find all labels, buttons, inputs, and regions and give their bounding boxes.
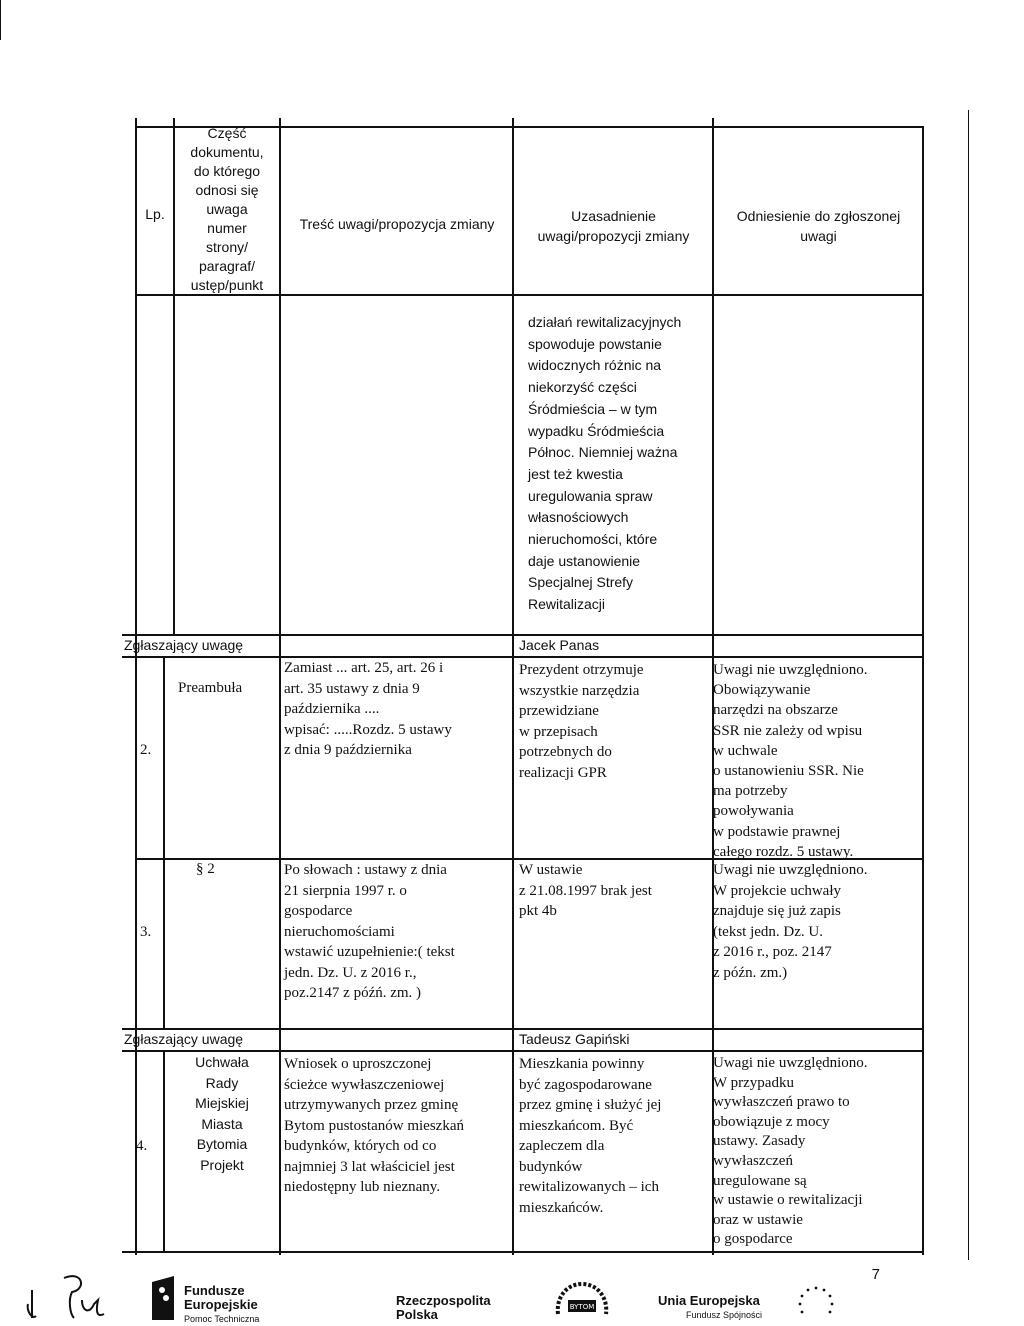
header-document-part-line: do którego: [193, 163, 261, 179]
row4-content-line: Bytom pustostanów mieszkań: [284, 1117, 464, 1134]
continued-justification: [528, 312, 712, 616]
row2-content-line: października ....: [284, 701, 380, 717]
fundusze-line1: Fundusze: [184, 1283, 245, 1298]
row4-content-line: najmniej 3 lat właściciel jest: [284, 1158, 455, 1175]
col-lp-left: [135, 118, 137, 1255]
eu-stars-icon: [796, 1284, 836, 1324]
row4-content-line: budynków, których od co: [284, 1138, 437, 1154]
rp-line1: Rzeczpospolita: [396, 1293, 491, 1308]
bytom-logo-icon: [550, 1274, 614, 1324]
row2-response-line: całego rozdz. 5 ustawy.: [713, 843, 854, 860]
continued-justification-line: Rewitalizacji: [528, 596, 606, 613]
continued-justification-line: jest też kwestia: [528, 465, 623, 482]
continued-justification-line: daje ustanowienie: [528, 552, 641, 569]
row3-justification-line: pkt 4b: [519, 903, 557, 919]
continued-justification-line: nieruchomości, które: [528, 531, 658, 548]
fundusze-line2: Europejskie: [184, 1297, 258, 1312]
continued-justification-line: działań rewitalizacyjnych: [528, 314, 682, 330]
row3-justification-line: W ustawie: [519, 862, 583, 878]
row2-justification-line: Prezydent otrzymuje: [519, 662, 644, 678]
row4-justification-line: mieszkańcom. Być: [519, 1117, 634, 1134]
submitter2-label: Zgłaszający uwagę: [124, 1031, 244, 1047]
row2-justification-line: w przepisach: [519, 723, 598, 740]
row2-justification: [519, 660, 711, 783]
row3-justification: [519, 860, 711, 922]
row3-content: [284, 860, 510, 1004]
row3-content-line: 21 sierpnia 1997 r. o: [284, 882, 407, 899]
header-response-line: uwagi: [800, 228, 837, 244]
row4-justification-line: mieszkańców.: [519, 1199, 604, 1216]
row4-part: [166, 1052, 278, 1175]
header-justification-line: uwagi/propozycji zmiany: [537, 228, 690, 244]
row2-response-line: w uchwale: [713, 742, 778, 759]
row4-justification-line: rewitalizowanych – ich: [519, 1179, 659, 1195]
row3-response-line: z późn. zm.): [713, 964, 788, 981]
row3-response-line: (tekst jedn. Dz. U.: [713, 923, 823, 940]
header-document-part-line: dokumentu,: [190, 144, 264, 160]
header-response-line: Odniesienie do zgłoszonej: [736, 208, 901, 224]
continued-justification-line: widocznych różnic na: [528, 357, 662, 374]
row4-justification-line: budynków: [519, 1158, 583, 1175]
row2-lp: 2.: [140, 742, 152, 758]
header-document-part: [175, 124, 279, 295]
table-bottom-border: [122, 1251, 924, 1253]
row2-content: [284, 658, 510, 761]
header-document-part-line: uwaga: [206, 201, 248, 217]
row4-response-line: ustawy. Zasady: [713, 1133, 806, 1150]
row2-response-line: o ustanowieniu SSR. Nie: [713, 763, 864, 780]
row4-response-line: Uwagi nie uwzględniono.: [713, 1055, 868, 1071]
row3-content-line: poz.2147 z późń. zm. ): [284, 985, 422, 1001]
bytom-logo-label: BYTOM: [569, 1303, 595, 1311]
row3-response-line: z 2016 r., poz. 2147: [713, 944, 832, 960]
row4-response-line: w ustawie o rewitalizacji: [713, 1192, 863, 1209]
continued-justification-line: niekorzyść części: [528, 379, 637, 396]
col-content-left: [279, 118, 281, 1255]
row4-response-line: wywłaszczeń: [713, 1152, 793, 1169]
row4-response-line: wywłaszczeń prawo to: [713, 1094, 850, 1111]
row2-content-line: Zamiast ... art. 25, art. 26 i: [284, 660, 444, 676]
row4-response-line: uregulowane są: [713, 1172, 807, 1189]
footer-logos: [0, 1270, 1024, 1324]
eu-funds-flag-icon: [148, 1274, 178, 1322]
row2-part: Preambuła: [178, 680, 243, 696]
row2-justification-line: realizacji GPR: [519, 764, 607, 781]
continued-justification-line: własnościowych: [528, 509, 629, 526]
row2-content-line: z dnia 9 października: [284, 742, 412, 758]
row3-content-line: nieruchomościami: [284, 923, 395, 940]
continued-justification-line: Śródmieścia – w tym: [528, 400, 658, 417]
col-part-left-b: [163, 656, 165, 1028]
row2-response-line: Obowiązywanie: [713, 682, 811, 699]
ue-line2: Fundusz Spójności: [686, 1310, 763, 1320]
col-just-left: [512, 118, 514, 1255]
row4-justification-line: Mieszkania powinny: [519, 1056, 645, 1072]
continued-justification-line: wypadku Śródmieścia: [528, 422, 665, 439]
scan-right-line: [968, 110, 969, 1260]
row3-content-line: gospodarce: [284, 903, 353, 919]
row3-response-line: W projekcie uchwały: [713, 882, 842, 899]
header-content: Treść uwagi/propozycja zmiany: [299, 216, 495, 232]
header-document-part-line: numer: [207, 220, 247, 236]
row4-part-line: Rady: [205, 1074, 239, 1091]
row2-justification-line: wszystkie narzędzia: [519, 682, 640, 699]
row4-response-line: oraz w ustawie: [713, 1211, 803, 1228]
row3-content-line: jedn. Dz. U. z 2016 r.,: [284, 964, 417, 981]
row4-justification: [519, 1054, 711, 1218]
row4-part-line: Miasta: [201, 1115, 243, 1132]
row4-part-line: Projekt: [200, 1156, 244, 1173]
row4-response-line: W przypadku: [713, 1074, 794, 1091]
row2-response: [713, 660, 923, 862]
header-lp: Lp.: [145, 206, 165, 222]
submitter1-name: Jacek Panas: [519, 637, 600, 653]
header-justification-line: Uzasadnienie: [571, 208, 656, 224]
row3-content-line: wstawić uzupełnienie:( tekst: [284, 944, 455, 960]
row4-part-line: Bytomia: [196, 1136, 248, 1152]
header-justification: [515, 206, 712, 246]
continued-justification-line: uregulowania spraw: [528, 487, 653, 504]
row4-response-line: obowiązuje z mocy: [713, 1113, 830, 1130]
row2-justification-line: potrzebnych do: [519, 744, 612, 760]
scan-edge-line: [0, 0, 1, 40]
page-number: 7: [871, 1266, 880, 1283]
row4-lp: 4.: [136, 1138, 148, 1154]
row4-part-line: Miejskiej: [195, 1095, 249, 1111]
submitter2-top-border: [122, 1028, 924, 1030]
row4-justification-line: być zagospodarowane: [519, 1076, 652, 1093]
row3-response: [713, 860, 923, 983]
row2-content-line: art. 35 ustawy z dnia 9: [284, 680, 420, 697]
row4-content: [284, 1054, 510, 1198]
row2-response-line: powoływania: [713, 803, 794, 820]
fundusze-line3: Pomoc Techniczna: [184, 1314, 260, 1324]
continued-justification-line: Specjalnej Strefy: [528, 574, 634, 591]
row3-response-line: znajduje się już zapis: [713, 903, 841, 919]
rp-logo-text: [396, 1294, 491, 1322]
header-document-part-line: paragraf/: [198, 258, 256, 274]
submitter1-label: Zgłaszający uwagę: [124, 637, 244, 653]
submitter2-name: Tadeusz Gapiński: [519, 1031, 630, 1047]
header-document-part-line: ustęp/punkt: [190, 277, 264, 293]
ue-line1: Unia Europejska: [658, 1293, 760, 1308]
signature-initials: [24, 1270, 134, 1324]
row2-justification-line: przewidziane: [519, 703, 599, 719]
ue-logo-text: [658, 1294, 762, 1322]
continued-justification-line: spowoduje powstanie: [528, 335, 662, 352]
row3-justification-line: z 21.08.1997 brak jest: [519, 882, 652, 899]
row4-content-line: utrzymywanych przez gminę: [284, 1097, 459, 1113]
header-document-part-line: Część: [207, 125, 247, 141]
row4-justification-line: zapleczem dla: [519, 1138, 605, 1154]
row4-response: [713, 1054, 923, 1250]
row4-content-line: ścieżce wywłaszczeniowej: [284, 1076, 445, 1093]
row4-content-line: niedostępny lub nieznany.: [284, 1179, 441, 1195]
row3-response-line: Uwagi nie uwzględniono.: [713, 862, 868, 878]
row3-lp: 3.: [140, 924, 152, 940]
fundusze-logo-text: [184, 1284, 259, 1326]
row3-part: § 2: [196, 861, 215, 877]
row3-content-line: Po słowach : ustawy z dnia: [284, 862, 447, 878]
continued-justification-line: Północ. Niemniej ważna: [528, 444, 678, 461]
row2-response-line: Uwagi nie uwzględniono.: [713, 662, 868, 678]
row4-content-line: Wniosek o uproszczonej: [284, 1056, 432, 1072]
row2-content-line: wpisać: .....Rozdz. 5 ustawy: [284, 721, 452, 738]
row2-response-line: narzędzi na obszarze: [713, 702, 838, 719]
col-part-left-c: [163, 1050, 165, 1253]
header-document-part-line: odnosi się: [195, 182, 259, 198]
submitter1-top-border: [122, 634, 924, 636]
row2-response-line: SSR nie zależy od wpisu: [713, 722, 863, 739]
row2-response-line: w podstawie prawnej: [713, 823, 841, 840]
header-response: [715, 206, 922, 246]
row4-part-line: Uchwała: [195, 1054, 249, 1070]
row2-response-line: ma potrzeby: [713, 783, 788, 800]
header-document-part-line: strony/: [205, 239, 248, 255]
row4-justification-line: przez gminę i służyć jej: [519, 1097, 662, 1113]
row4-response-line: o gospodarce: [713, 1231, 793, 1248]
submitter1-bottom-border: [122, 656, 924, 658]
comments-table: [122, 118, 924, 1255]
rp-line2: Polska: [396, 1307, 438, 1322]
